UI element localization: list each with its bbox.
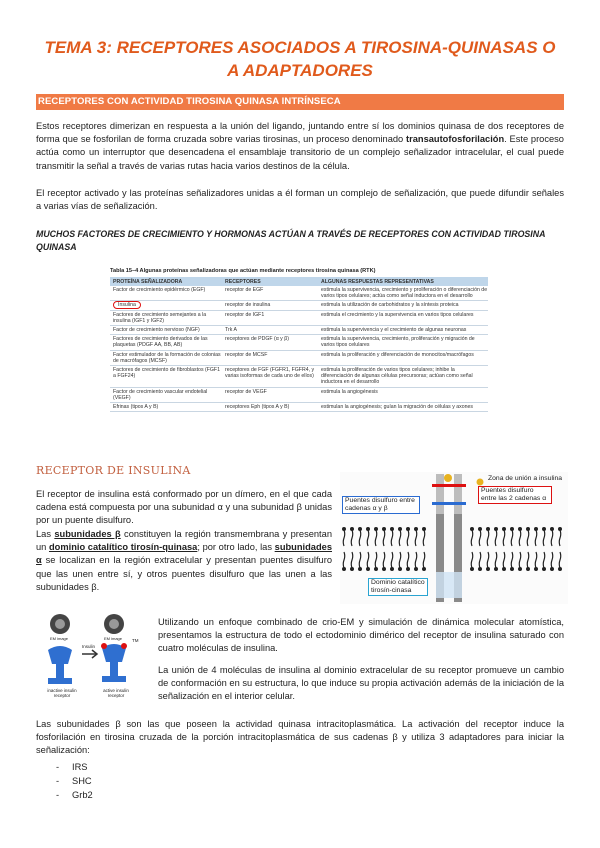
label-em-image-left: EM image	[50, 636, 69, 641]
lipid-bilayer	[343, 530, 561, 568]
table-row	[110, 335, 488, 350]
table-header-cell: RECEPTORES	[225, 278, 261, 285]
table-cell: estimula la proliferación y diferenciación de monocitos/macrófagos	[321, 351, 474, 358]
table-caption: Tabla 15–4 Algunas proteínas señalizadoras que actúan mediante receptores tirosina quinasa (RTK)	[110, 268, 376, 274]
table-cell: receptor de IGF1	[225, 311, 265, 318]
intro-paragraph-2: El receptor activado y las proteínas señalizadores unidas a él forman un complejo de señalización, que puede difundir señales a varias vías de señalización.	[36, 188, 564, 212]
table-cell: estimula la supervivencia, crecimiento y proliferación o diferenciación de varios tipos celulares; actúa como señal inductora en el desarrollo	[321, 287, 488, 300]
label-tm: TM	[132, 638, 139, 643]
table-row	[110, 388, 488, 403]
table-row	[110, 311, 488, 326]
table-cell: Factor de crecimiento vascular endotelial (VEGF)	[113, 388, 208, 401]
insulin-paragraph-5: Las subunidades β son las que poseen la actividad quinasa intracitoplasmática. La activación del receptor induce la fosforilación en tirosina cruzada de la porción intracitoplasmática de sus cadenas β y utiliza 3 adaptadores para iniciar la señalización:	[36, 719, 564, 756]
table-cell: Factores de crecimiento derivados de las plaquetas (PDGF AA, BB, AB)	[113, 336, 208, 349]
list-item: - IRS	[56, 762, 88, 772]
table-cell: estimula el crecimiento y la supervivencia en varios tipos celulares	[321, 311, 474, 318]
list-item: - SHC	[56, 776, 92, 786]
label-insulin: Insulin	[82, 644, 96, 649]
table-cell: estimula la angiogénesis	[321, 388, 378, 395]
table-cell	[110, 301, 222, 309]
insulin-paragraph-2: Las subunidades β constituyen la región transmembrana y presentan un dominio catalítico tirosín-quinasa; por otro lado, las subunidades α se localizan en la región extracelular y presentan puentes disulfuro que las unen entre sí, y otros puentes disulfuro que las unen a las subunidades β.	[36, 529, 332, 592]
table-cell: receptores Eph (tipos A y B)	[225, 404, 290, 411]
table-cell: receptores de PDGF (α y β)	[225, 336, 289, 343]
table-cell: Factor de crecimiento epidérmico (EGF)	[113, 287, 206, 293]
label-binding-zone: Zona de unión a insulina	[488, 475, 563, 482]
table-header	[110, 277, 488, 286]
label-catalytic-domain: Dominio catalítico tirosín-cinasa	[368, 578, 428, 596]
section-banner: RECEPTORES CON ACTIVIDAD TIROSINA QUINASA INTRÍNSECA	[36, 94, 564, 110]
label-inactive: inactive insulin receptor	[47, 688, 77, 698]
insulin-paragraph-1: El receptor de insulina está conformado por un dímero, en el que cada cadena está compuesta por una subunidad α y una subunidad β unidas por un puente disulfuro.	[36, 489, 332, 526]
page-title: TEMA 3: RECEPTORES ASOCIADOS A TIROSINA-QUINASAS O A ADAPTADORES	[44, 38, 556, 80]
table-row	[110, 366, 488, 388]
insulin-receptor-diagram	[340, 472, 568, 604]
cryo-em-figure	[40, 610, 152, 710]
table-cell: receptor de VEGF	[225, 388, 267, 395]
table-row	[110, 326, 488, 335]
table-cell: receptor de insulina	[225, 302, 271, 309]
table-header-cell: ALGUNAS RESPUESTAS REPRESENTATIVAS	[321, 278, 434, 285]
list-item: - Grb2	[56, 790, 93, 800]
label-em-image-right: EM image	[104, 636, 123, 641]
table-row	[110, 351, 488, 366]
table-cell: Factor estimulador de la formación de colonias de macrófagos (MCSF)	[113, 351, 221, 364]
adapter-list	[36, 760, 93, 802]
insulin-circled-label: Insulina	[113, 301, 141, 309]
table-cell: estimulan la angiogénesis; guían la migración de células y axones	[321, 404, 473, 411]
label-bridges-alpha-beta: Puentes disulfuro entre cadenas α y β	[342, 496, 420, 514]
table-cell: estimula la utilización de carbohidratos y la síntesis proteica	[321, 302, 459, 309]
insulin-molecules	[444, 474, 484, 486]
label-active: active insulin receptor	[103, 688, 129, 698]
table-cell: Factor de crecimiento nervioso (NGF)	[113, 327, 200, 334]
table-cell: estimula la proliferación de varios tipos celulares; inhibe la diferenciación de algunas células precursoras; actúan como señal inductora en el desarrollo	[321, 367, 473, 386]
adapter-label: IRS	[72, 762, 88, 772]
table-cell: receptor de MCSF	[225, 351, 268, 358]
section-subheading: MUCHOS FACTORES DE CRECIMIENTO Y HORMONAS ACTÚAN A TRAVÉS DE RECEPTORES CON ACTIVIDAD TIROSINA QUINASA	[36, 229, 546, 253]
table-cell: estimula la supervivencia, crecimiento, proliferación y migración de varios tipos celulares	[321, 336, 475, 349]
table-cell: receptores de FGF (FGFR1, FGFR4, y varias isoformas de cada uno de ellos)	[225, 367, 315, 380]
label-bridges-two-chains: Puentes disulfuro entre las 2 cadenas α	[478, 486, 552, 504]
adapter-label: SHC	[72, 776, 92, 786]
table-cell: Factores de crecimiento semejantes a la insulina (IGF1 y IGF2)	[113, 311, 207, 324]
table-cell: Factores de crecimiento de fibroblastos (FGF1 a FGF24)	[113, 367, 220, 380]
table-cell: receptor de EGF	[225, 287, 264, 293]
table-row	[110, 286, 488, 301]
table-cell: Efrinas (tipos A y B)	[113, 404, 159, 411]
insulin-paragraph-4: La unión de 4 moléculas de insulina al dominio extracelular de su receptor promueve un cambio de conformación en su estructura, lo que induce su propia activación además de la iniciación de la señalización en el interior celular.	[158, 665, 564, 702]
insulin-receptor-heading: RECEPTOR DE INSULINA	[36, 464, 191, 477]
receptor-chains	[432, 474, 466, 602]
table-row	[110, 403, 488, 412]
intro-paragraph-1: Estos receptores dimerizan en respuesta a la unión del ligando, juntando entre sí los dominios quinasa de dos receptores de forma que se fosforilan de forma cruzada sobre varias tirosinas, un proceso denominado transautofosforilación. Este proceso actúa como un interruptor que desencadena el ensamblaje transitorio de un complejo señalizador intracelular, el cual puede transmitir la señal a través de varias rutas hacia varios destinos de la célula.	[36, 121, 564, 171]
table-row	[110, 301, 488, 310]
insulin-paragraph-3: Utilizando un enfoque combinado de crio-EM y simulación de dinámica molecular atomística, presentamos la estructura de todo el ectodominio dimérico del receptor de insulina saturado con cuatro moléculas de insulina.	[158, 617, 564, 654]
table-cell: Trk A	[225, 327, 237, 334]
table-cell: estimula la supervivencia y el crecimiento de algunas neuronas	[321, 327, 467, 334]
adapter-label: Grb2	[72, 790, 93, 800]
rtk-table	[110, 268, 488, 412]
table-header-cell: PROTEÍNA SEÑALIZADORA	[113, 278, 183, 285]
